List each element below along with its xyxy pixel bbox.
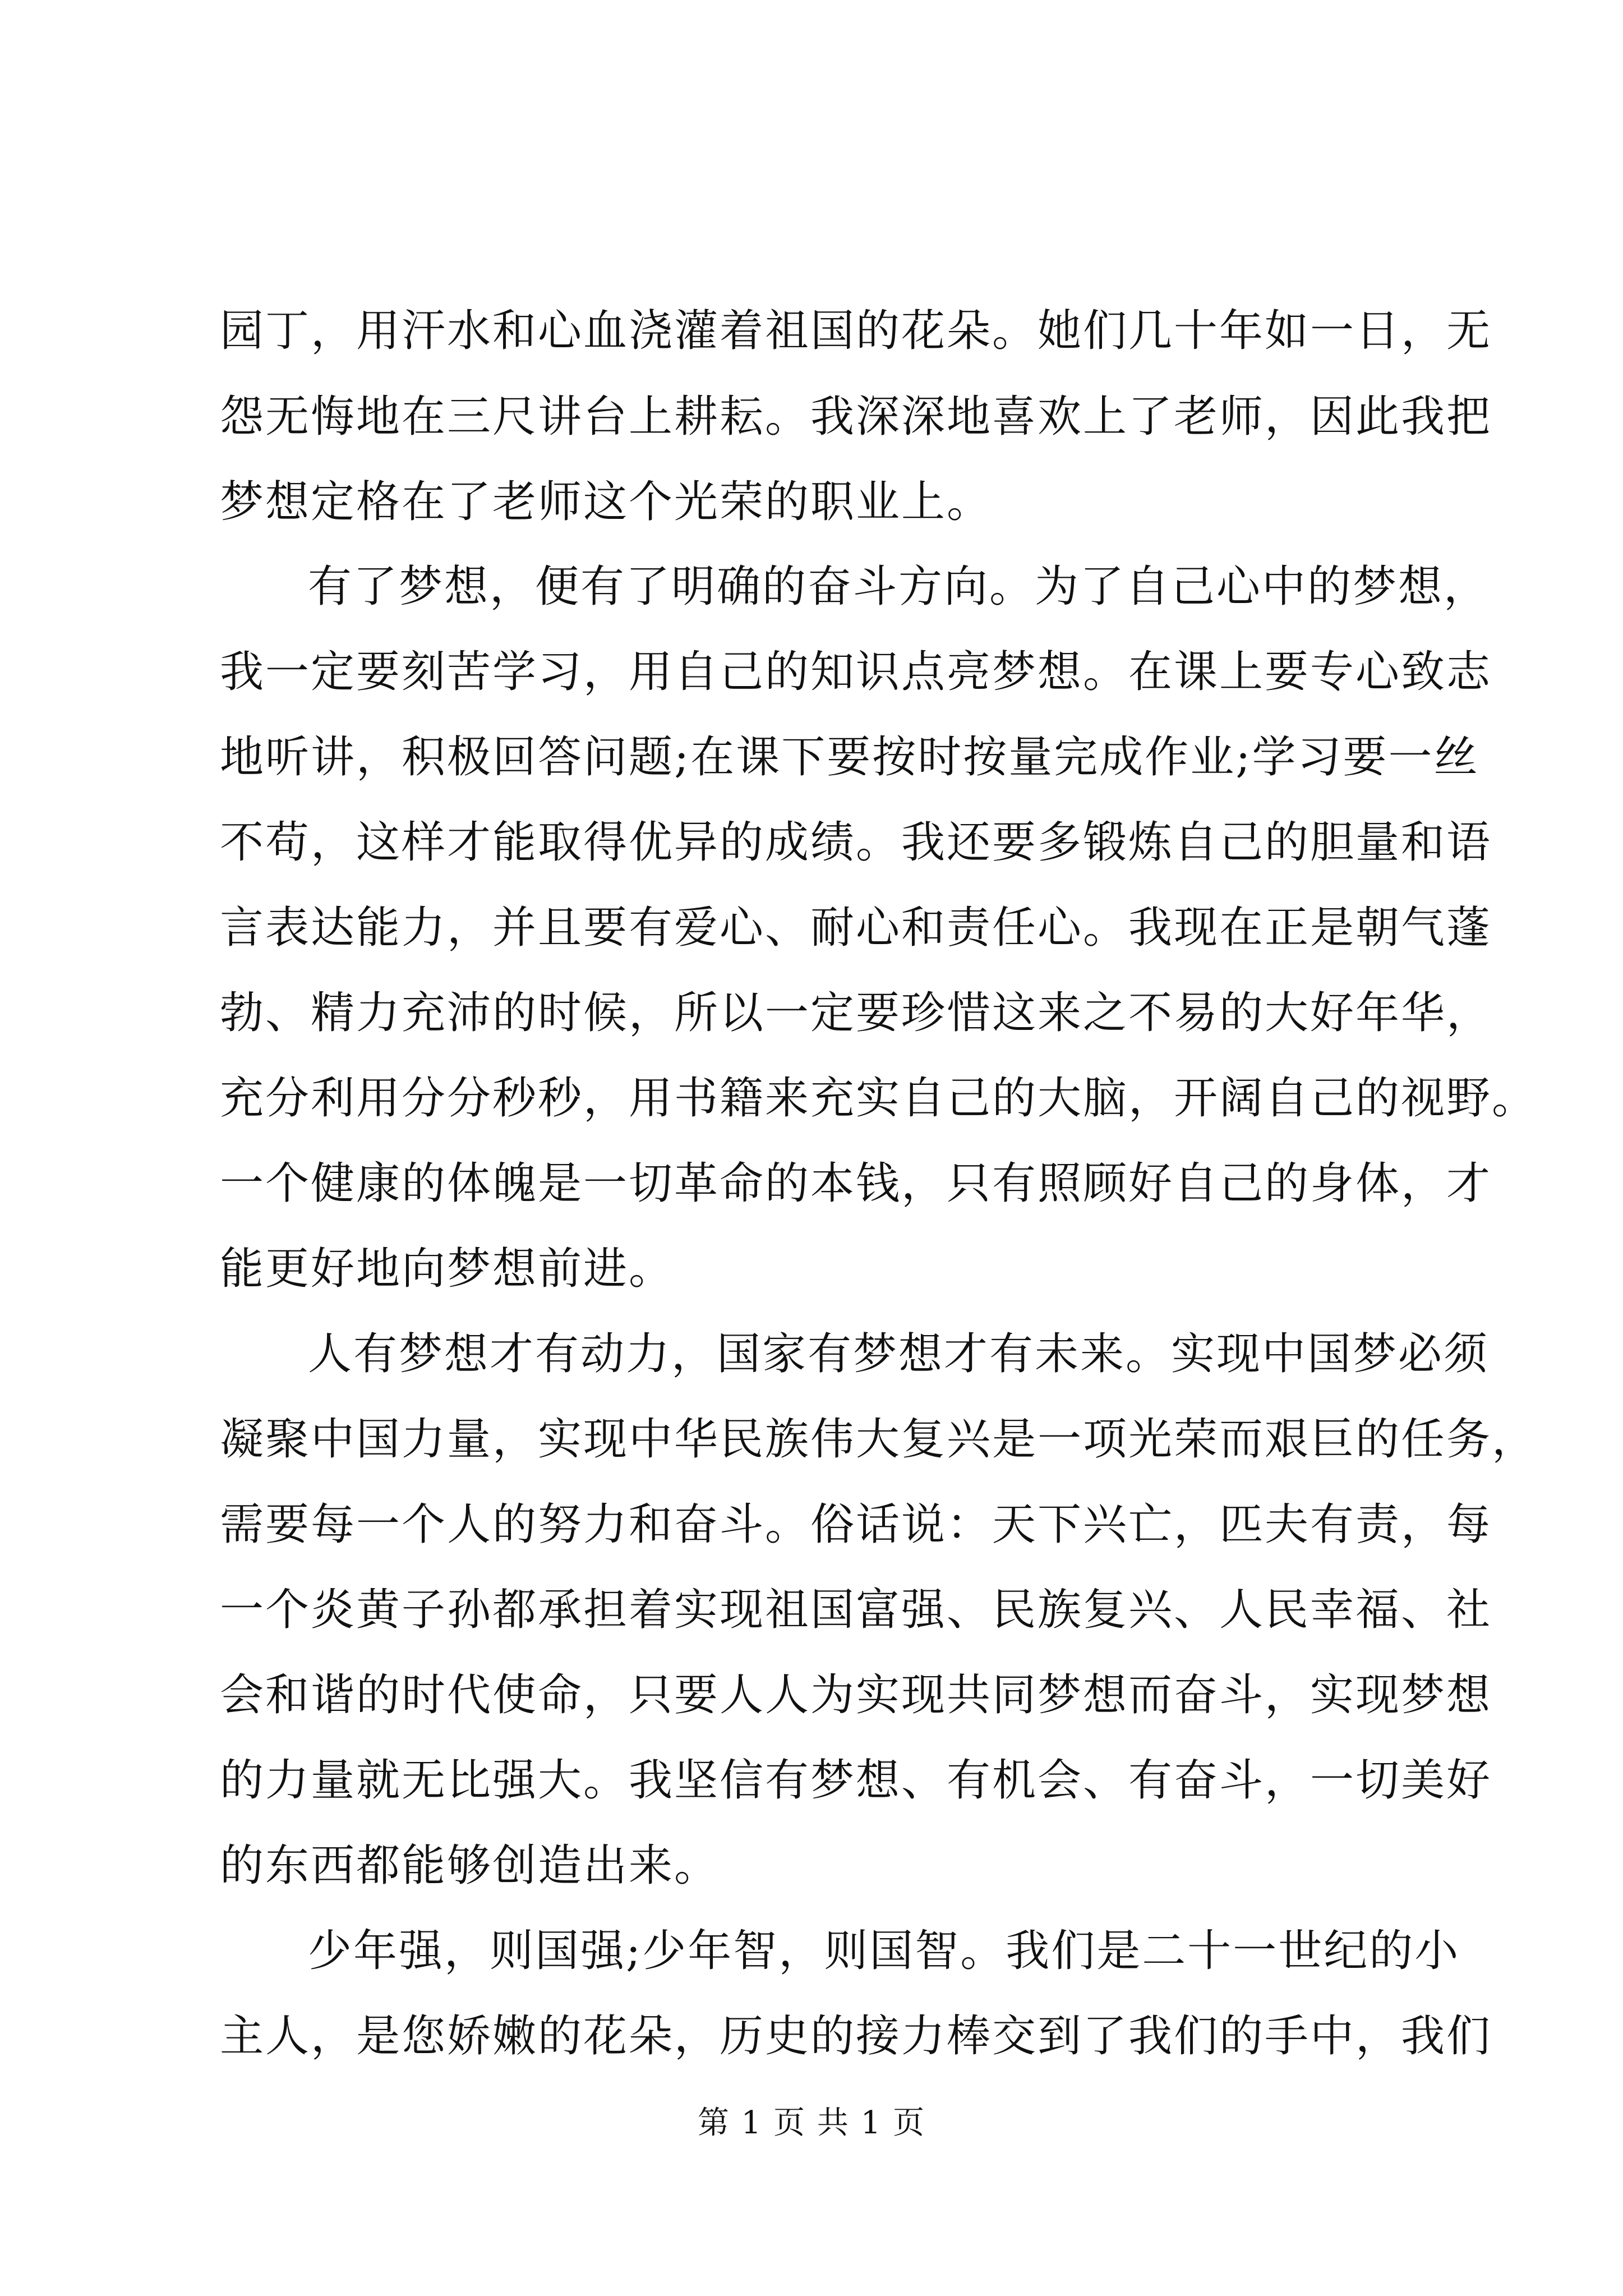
text-line: 地听讲，积极回答问题;在课下要按时按量完成作业;学习要一丝 [220,732,1479,783]
text-line: 凝聚中国力量，实现中华民族伟大复兴是一项光荣而艰巨的任务， [220,1414,1538,1465]
text-line: 勃、精力充沛的时候，所以一定要珍惜这来之不易的大好年华， [220,988,1492,1038]
text-line: 的东西都能够创造出来。 [220,1841,720,1891]
paragraph-first-line: 有了梦想，便有了明确的奋斗方向。为了自己心中的梦想， [308,562,1490,612]
text-line: 需要每一个人的努力和奋斗。俗话说：天下兴亡，匹夫有责，每 [220,1499,1492,1550]
text-line: 一个炎黄子孙都承担着实现祖国富强、民族复兴、人民幸福、社 [220,1585,1492,1635]
text-line: 梦想定格在了老师这个光荣的职业上。 [220,477,993,527]
text-line: 不苟，这样才能取得优异的成绩。我还要多锻炼自己的胆量和语 [220,817,1492,868]
page-number-footer: 第 1 页 共 1 页 [697,2105,926,2141]
text-line: 我一定要刻苦学习，用自己的知识点亮梦想。在课上要专心致志 [220,647,1492,697]
text-line: 能更好地向梦想前进。 [220,1244,675,1294]
text-line: 园丁，用汗水和心血浇灌着祖国的花朵。她们几十年如一日，无 [220,306,1492,356]
text-line: 主人，是您娇嫩的花朵，历史的接力棒交到了我们的手中，我们 [220,2011,1492,2062]
text-line: 会和谐的时代使命，只要人人为实现共同梦想而奋斗，实现梦想 [220,1670,1492,1720]
paragraph-first-line: 人有梦想才有动力，国家有梦想才有未来。实现中国梦必须 [308,1329,1490,1379]
text-line: 一个健康的体魄是一切革命的本钱，只有照顾好自己的身体，才 [220,1158,1492,1209]
text-line: 充分利用分分秒秒，用书籍来充实自己的大脑，开阔自己的视野。 [220,1073,1538,1124]
paragraph-first-line: 少年强，则国强;少年智，则国智。我们是二十一世纪的小 [308,1926,1460,1976]
text-line: 言表达能力，并且要有爱心、耐心和责任心。我现在正是朝气蓬 [220,903,1492,953]
text-line: 怨无悔地在三尺讲台上耕耘。我深深地喜欢上了老师，因此我把 [220,392,1492,442]
text-line: 的力量就无比强大。我坚信有梦想、有机会、有奋斗，一切美好 [220,1755,1492,1806]
